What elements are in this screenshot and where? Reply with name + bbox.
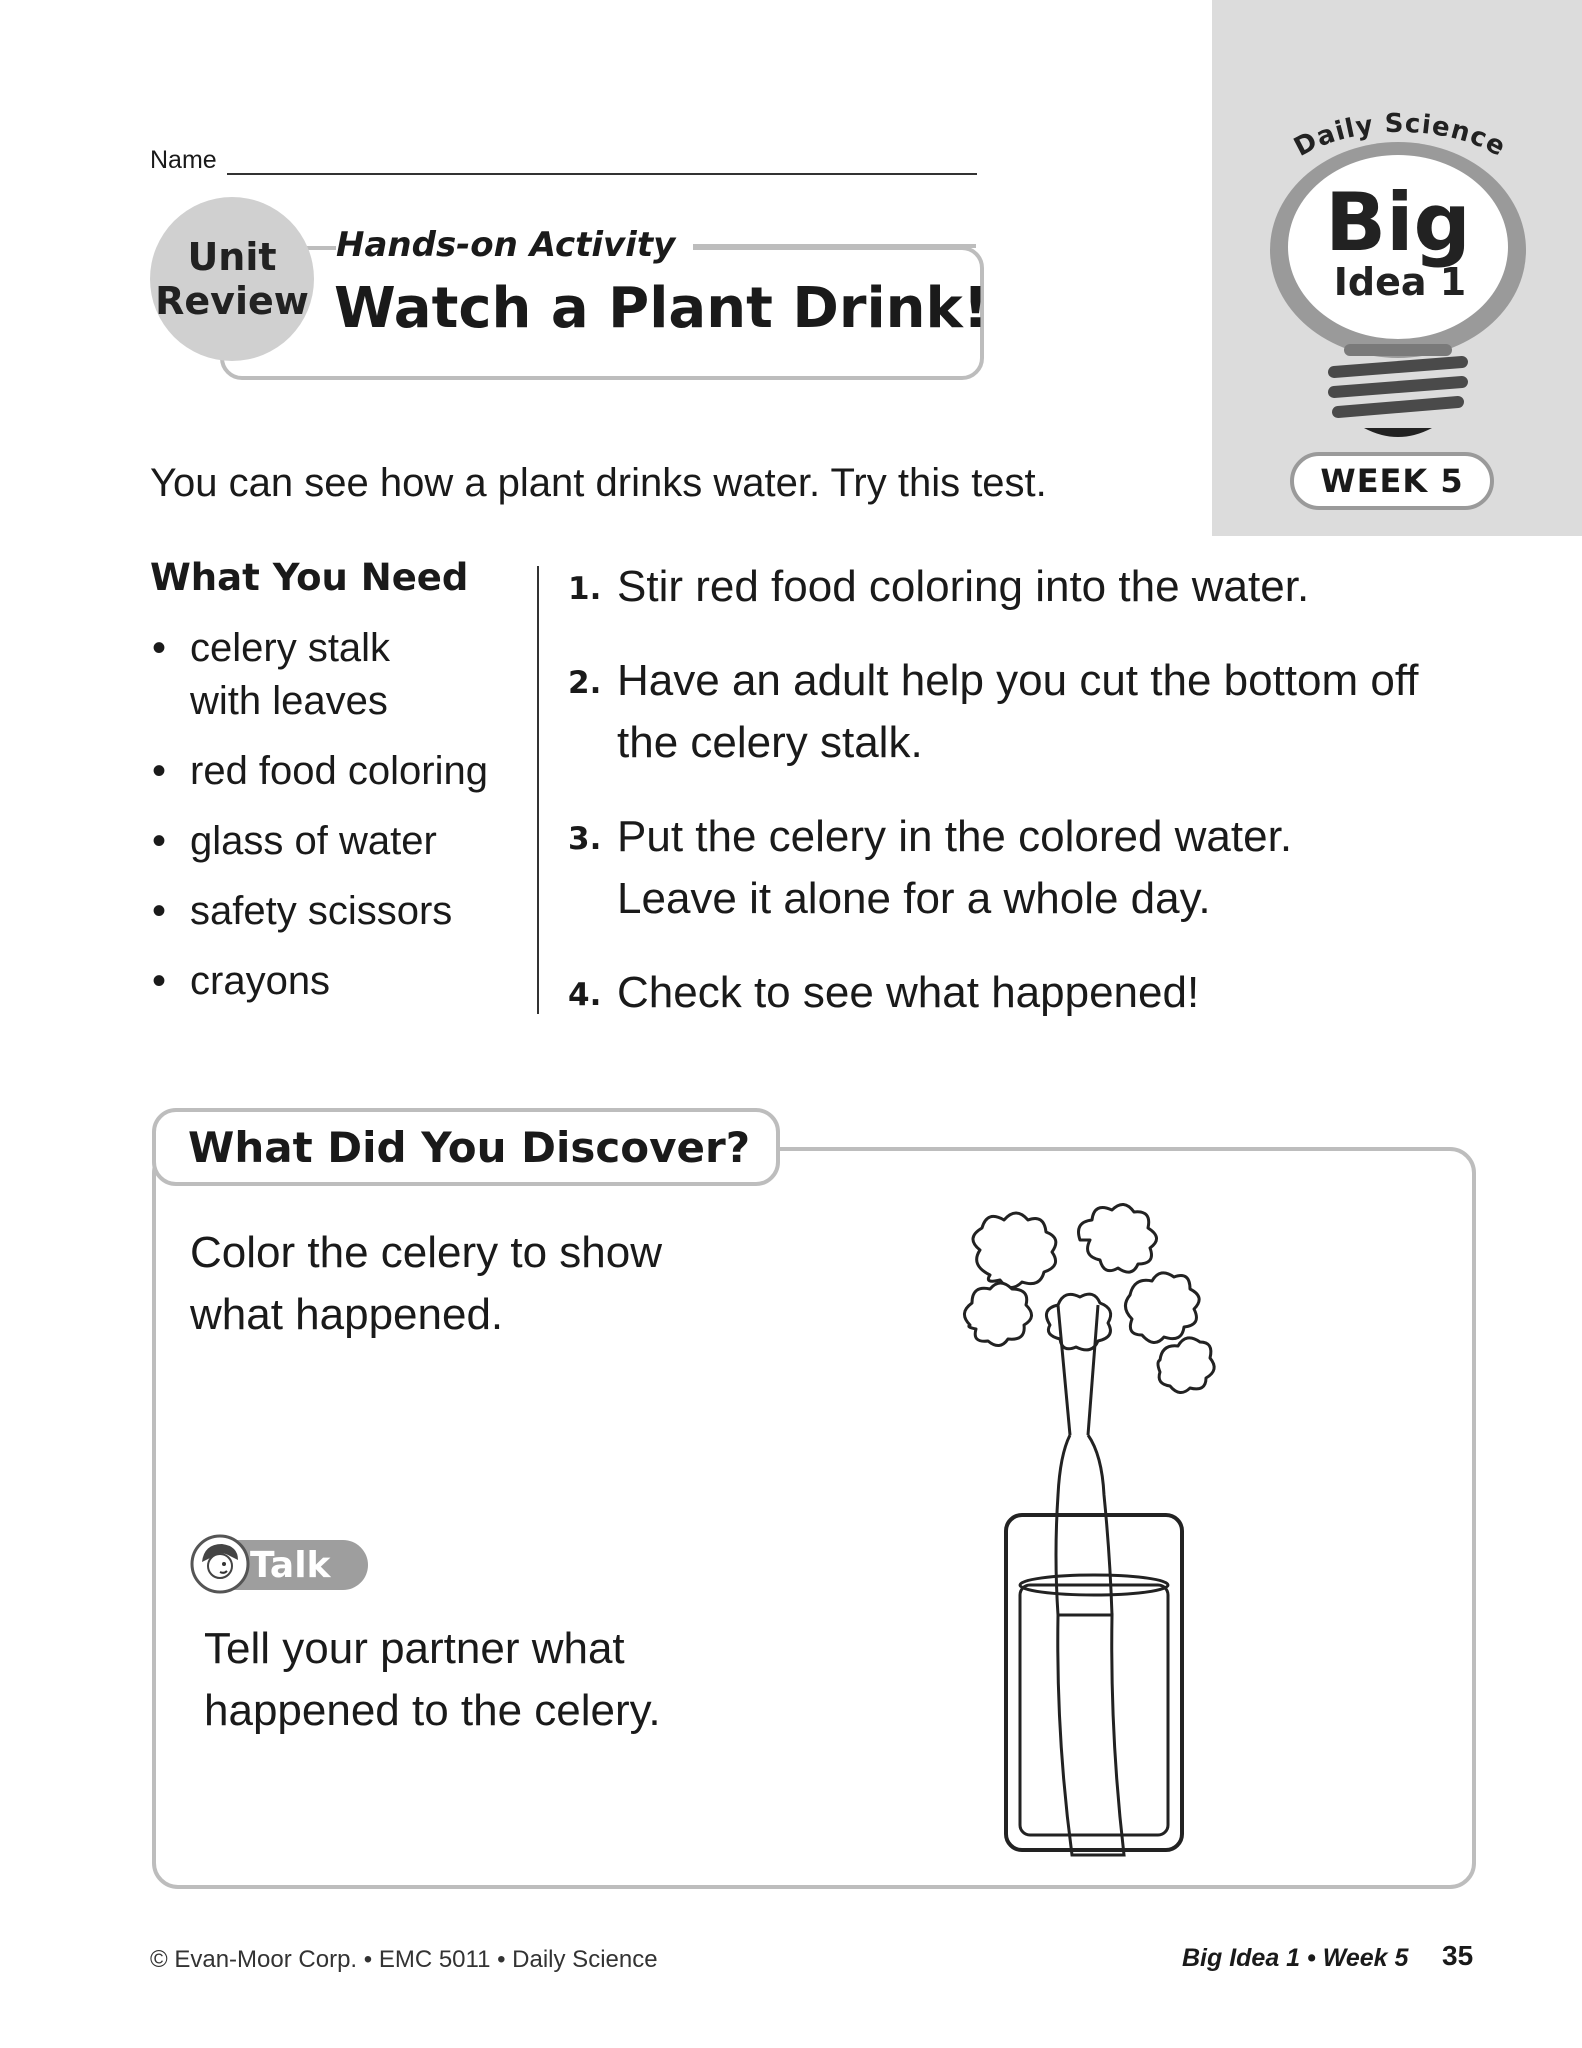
discover-heading: What Did You Discover? (152, 1108, 780, 1186)
material-item: • glass of water (150, 815, 530, 868)
lightbulb-icon (1230, 90, 1570, 450)
step-number: 2. (568, 665, 602, 701)
step-item (568, 806, 1397, 930)
week-badge: WEEK 5 (1290, 452, 1494, 510)
discover-instruction: Color the celery to show what happened. (190, 1228, 662, 1339)
step-number: 4. (568, 977, 602, 1013)
talk-badge: Talk (192, 1540, 368, 1590)
footer-copyright: © Evan-Moor Corp. • EMC 5011 • Daily Science (150, 1946, 658, 1973)
talk-text: Tell your partner what happened to the celery. (204, 1624, 661, 1735)
step-item (568, 962, 1568, 1024)
intro-text: You can see how a plant drinks water. Try this test. (150, 461, 1047, 505)
badge-arc-text: Daily Science (1289, 108, 1511, 163)
unit-review-circle (150, 197, 314, 361)
badge-big: Big (1325, 176, 1471, 269)
materials-list (150, 622, 530, 1025)
unit-review-line1: Unit (187, 235, 277, 279)
steps-list (568, 556, 1568, 1056)
title-rule (660, 244, 976, 248)
footer-section: Big Idea 1 • Week 5 (1182, 1944, 1409, 1972)
material-item: • crayons (150, 955, 530, 1008)
activity-type: Hands-on Activity (336, 225, 693, 265)
step-text: Have an adult help you cut the bottom off the celery stalk. (617, 656, 1419, 767)
page-number: 35 (1442, 1940, 1474, 1971)
step-text: Stir red food coloring into the water. (617, 562, 1310, 611)
step-item (568, 556, 1568, 618)
name-line[interactable] (227, 173, 977, 175)
talking-child-icon (190, 1534, 250, 1594)
celery-glass-illustration[interactable] (930, 1185, 1260, 1860)
step-number: 1. (568, 571, 602, 607)
unit-review-line2: Review (155, 279, 309, 323)
step-text: Put the celery in the colored water. Leave it alone for a whole day. (617, 812, 1293, 923)
what-you-need-heading: What You Need (150, 556, 469, 599)
material-item: • red food coloring (150, 745, 530, 798)
column-divider (537, 566, 539, 1014)
material-item: • celery stalk with leaves (150, 622, 430, 728)
step-number: 3. (568, 821, 602, 857)
page-title: Watch a Plant Drink! (334, 276, 989, 341)
material-item: • safety scissors (150, 885, 530, 938)
step-item (568, 650, 1457, 774)
name-label: Name (150, 146, 217, 174)
step-text: Check to see what happened! (617, 968, 1200, 1017)
badge-idea: Idea 1 (1333, 260, 1467, 304)
